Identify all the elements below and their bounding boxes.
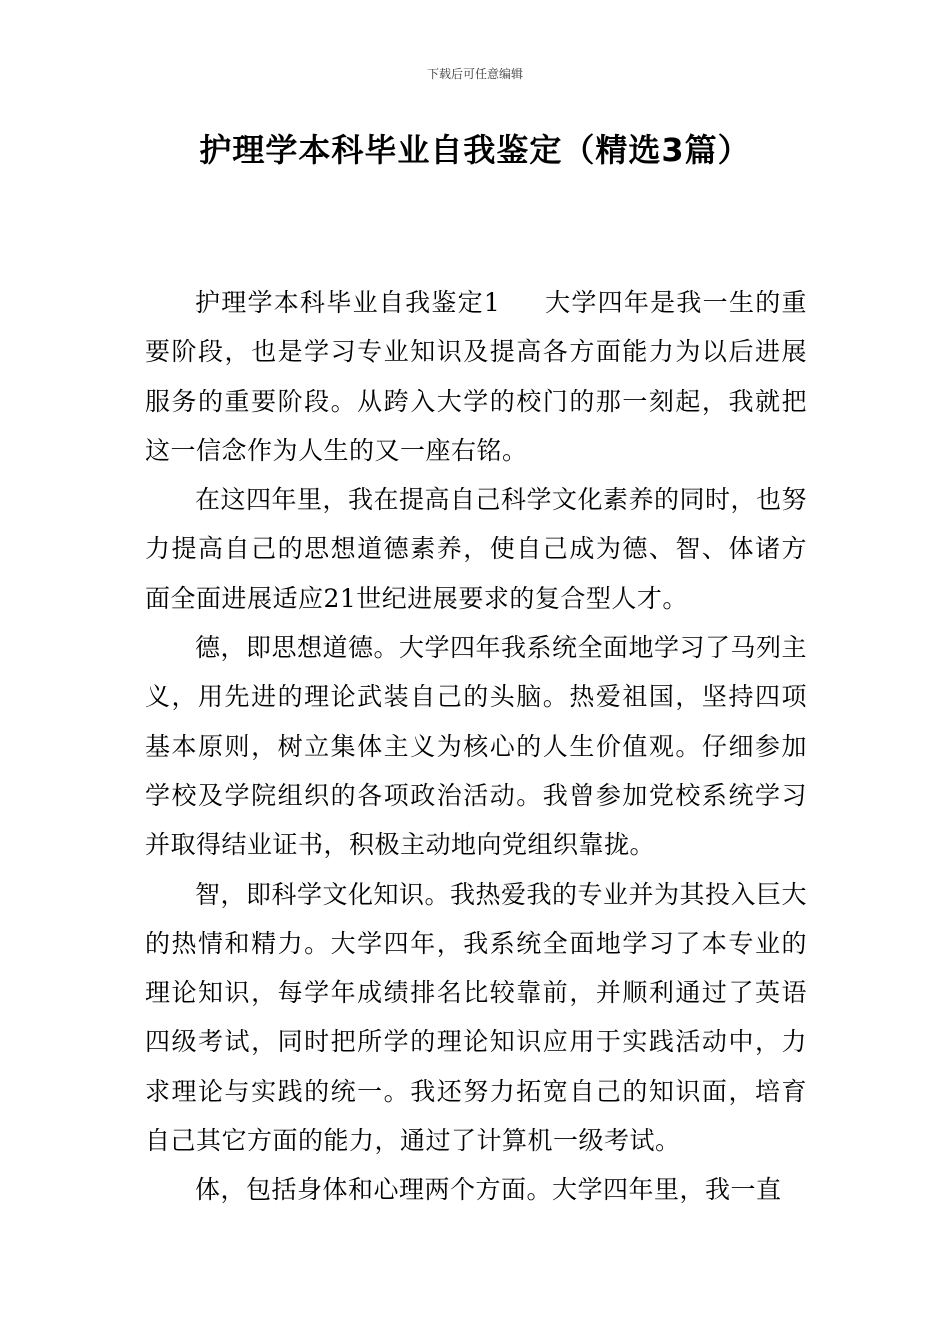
document-title: 护理学本科毕业自我鉴定（精选3篇）: [199, 131, 751, 169]
paragraph-1: [145, 278, 807, 475]
header-note: 下载后可任意编辑: [426, 67, 523, 81]
document-body: [145, 278, 807, 1215]
section-heading: 护理学本科毕业自我鉴定1: [195, 288, 501, 317]
paragraph-5: 体，包括身体和心理两个方面。大学四年里，我一直: [195, 1175, 782, 1205]
paragraph-4: 智，即科学文化知识。我热爱我的专业并为其投入巨大的热情和精力。大学四年，我系统全面地学习了本专业的理论知识，每学年成绩排名比较靠前，并顺利通过了英语四级考试，同时把所学的理论知识应用于实践活动中，力求理论与实践的统一。我还努力拓宽自己的知识面，培育自己其它方面的能力，通过了计算机一级考试。: [145, 879, 808, 1156]
paragraph-2: 在这四年里，我在提高自己科学文化素养的同时，也努力提高自己的思想道德素养，使自己成为德、智、体诸方面全面进展适应21世纪进展要求的复合型人才。: [145, 485, 808, 613]
paragraph-3: 德，即思想道德。大学四年我系统全面地学习了马列主义，用先进的理论武装自己的头脑。热爱祖国，坚持四项基本原则，树立集体主义为核心的人生价值观。仔细参加学校及学院组织的各项政治活动。我曾参加党校系统学习并取得结业证书，积极主动地向党组织靠拢。: [145, 633, 808, 860]
paragraph-1-text: 大学四年是我一生的重要阶段，也是学习专业知识及提高各方面能力为以后进展服务的重要阶段。从跨入大学的校门的那一刻起，我就把这一信念作为人生的又一座右铭。: [145, 288, 807, 465]
